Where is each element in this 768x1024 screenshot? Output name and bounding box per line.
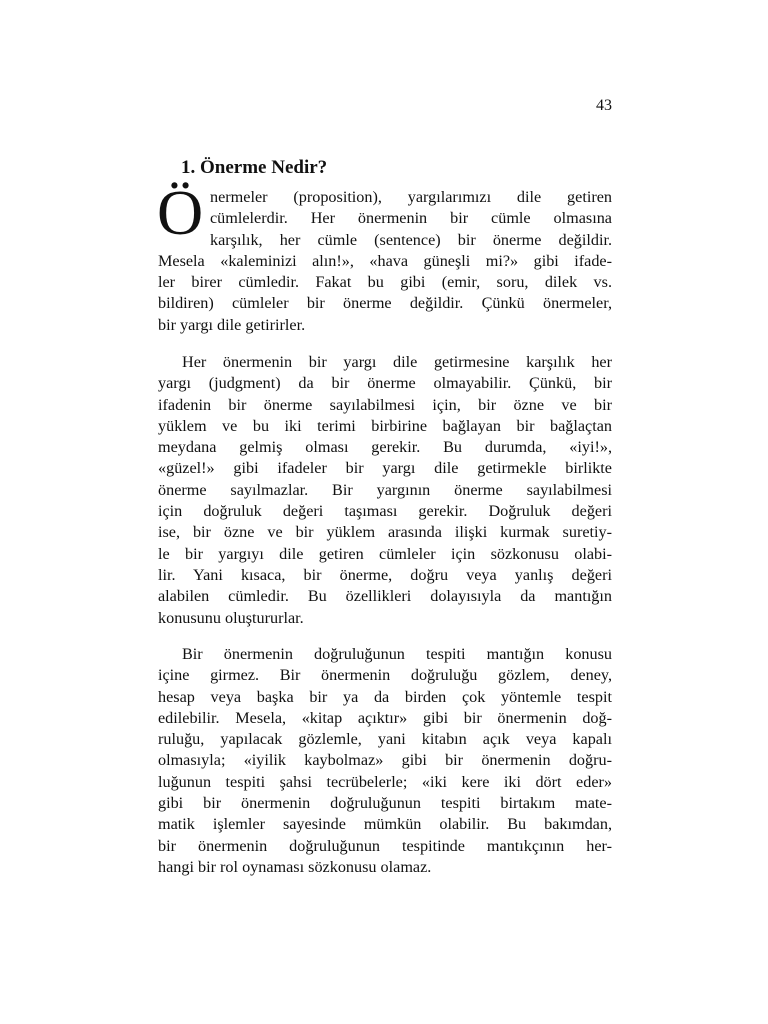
paragraph-line: olmasıyla; «iyilik kaybolmaz» gibi bir önermenin doğru- (158, 751, 612, 770)
paragraph-line: nermeler (proposition), yargılarımızı dile getiren (210, 188, 612, 206)
paragraph-line: ler birer cümledir. Fakat bu gibi (emir, soru, dilek vs. (158, 273, 612, 292)
paragraph-line: hangi bir rol oynaması sözkonusu olamaz. (158, 857, 432, 876)
paragraph-line: bir önermenin doğruluğunun tespitinde mantıkçının her- (158, 836, 612, 855)
paragraph-line: edilebilir. Mesela, «kitap açıktır» gibi bir önermenin doğ- (158, 708, 612, 727)
paragraph-line: yargı (judgment) da bir önerme olmayabilir. Çünkü, bir (158, 374, 612, 393)
paragraph-2 (158, 352, 612, 629)
paragraph-line: le bir yargıyı dile getiren cümleler için sözkonusu olabi- (158, 544, 612, 563)
paragraph-line: cümlelerdir. Her önermenin bir cümle olmasına (210, 209, 612, 228)
paragraph-line: gibi bir önermenin doğruluğunun tespiti birtakım mate- (158, 794, 612, 813)
paragraph-line: «güzel!» gibi ifadeler bir yargı dile getirmekle birlikte (158, 459, 612, 478)
page-number: 43 (596, 97, 612, 114)
section-title: 1. Önerme Nedir? (181, 157, 328, 178)
paragraph-line: ruluğu, yapılacak gözlemle, yani kitabın açık veya kapalı (158, 730, 612, 749)
paragraph-line: karşılık, her cümle (sentence) bir önerme değildir. (210, 230, 612, 249)
paragraph-line: bir yargı dile getirirler. (158, 315, 306, 334)
paragraph-line: luğunun tespiti şahsi tecrübelerle; «iki kere iki dört eder» (158, 772, 612, 791)
paragraph-line: yüklem ve bu iki terimi birbirine bağlayan bir bağlaçtan (158, 416, 612, 435)
paragraph-line: önerme sayılmazlar. Bir yargının önerme sayılabilmesi (158, 480, 612, 499)
paragraph-line: Bir önermenin doğruluğunun tespiti mantığın konusu (182, 645, 612, 663)
paragraph-line: matik işlemler sayesinde mümkün olabilir. Bu bakımdan, (158, 815, 612, 834)
paragraph-line: içine girmez. Bir önermenin doğruluğu gözlem, deney, (158, 666, 612, 685)
paragraph-1 (157, 177, 612, 336)
paragraph-line: Her önermenin bir yargı dile getirmesine karşılık her (182, 353, 612, 371)
paragraph-3 (158, 644, 612, 878)
paragraph-line: lir. Yani kısaca, bir önerme, doğru veya yanlış değeri (158, 565, 612, 584)
paragraph-line: meydana gelmiş olması gerekir. Bu durumda, «iyi!», (158, 438, 612, 457)
paragraph-line: ifadenin bir önerme sayılabilmesi için, bir özne ve bir (158, 395, 612, 414)
paragraph-line: konusunu oluştururlar. (158, 608, 304, 627)
paragraph-line: için doğruluk değeri taşıması gerekir. Doğruluk değeri (158, 502, 612, 521)
paragraph-line: Mesela «kaleminizi alın!», «hava güneşli mi?» gibi ifade- (158, 251, 612, 270)
paragraph-line: ise, bir özne ve bir yüklem arasında ilişki kurmak suretiy- (158, 523, 612, 542)
drop-cap: Ö (157, 177, 204, 248)
paragraph-line: alabilen cümledir. Bu özellikleri dolayısıyla da mantığın (158, 587, 612, 606)
paragraph-line: bildiren) cümleler bir önerme değildir. Çünkü önermeler, (158, 294, 612, 313)
paragraph-line: hesap veya başka bir ya da birden çok yöntemle tespit (158, 687, 612, 706)
